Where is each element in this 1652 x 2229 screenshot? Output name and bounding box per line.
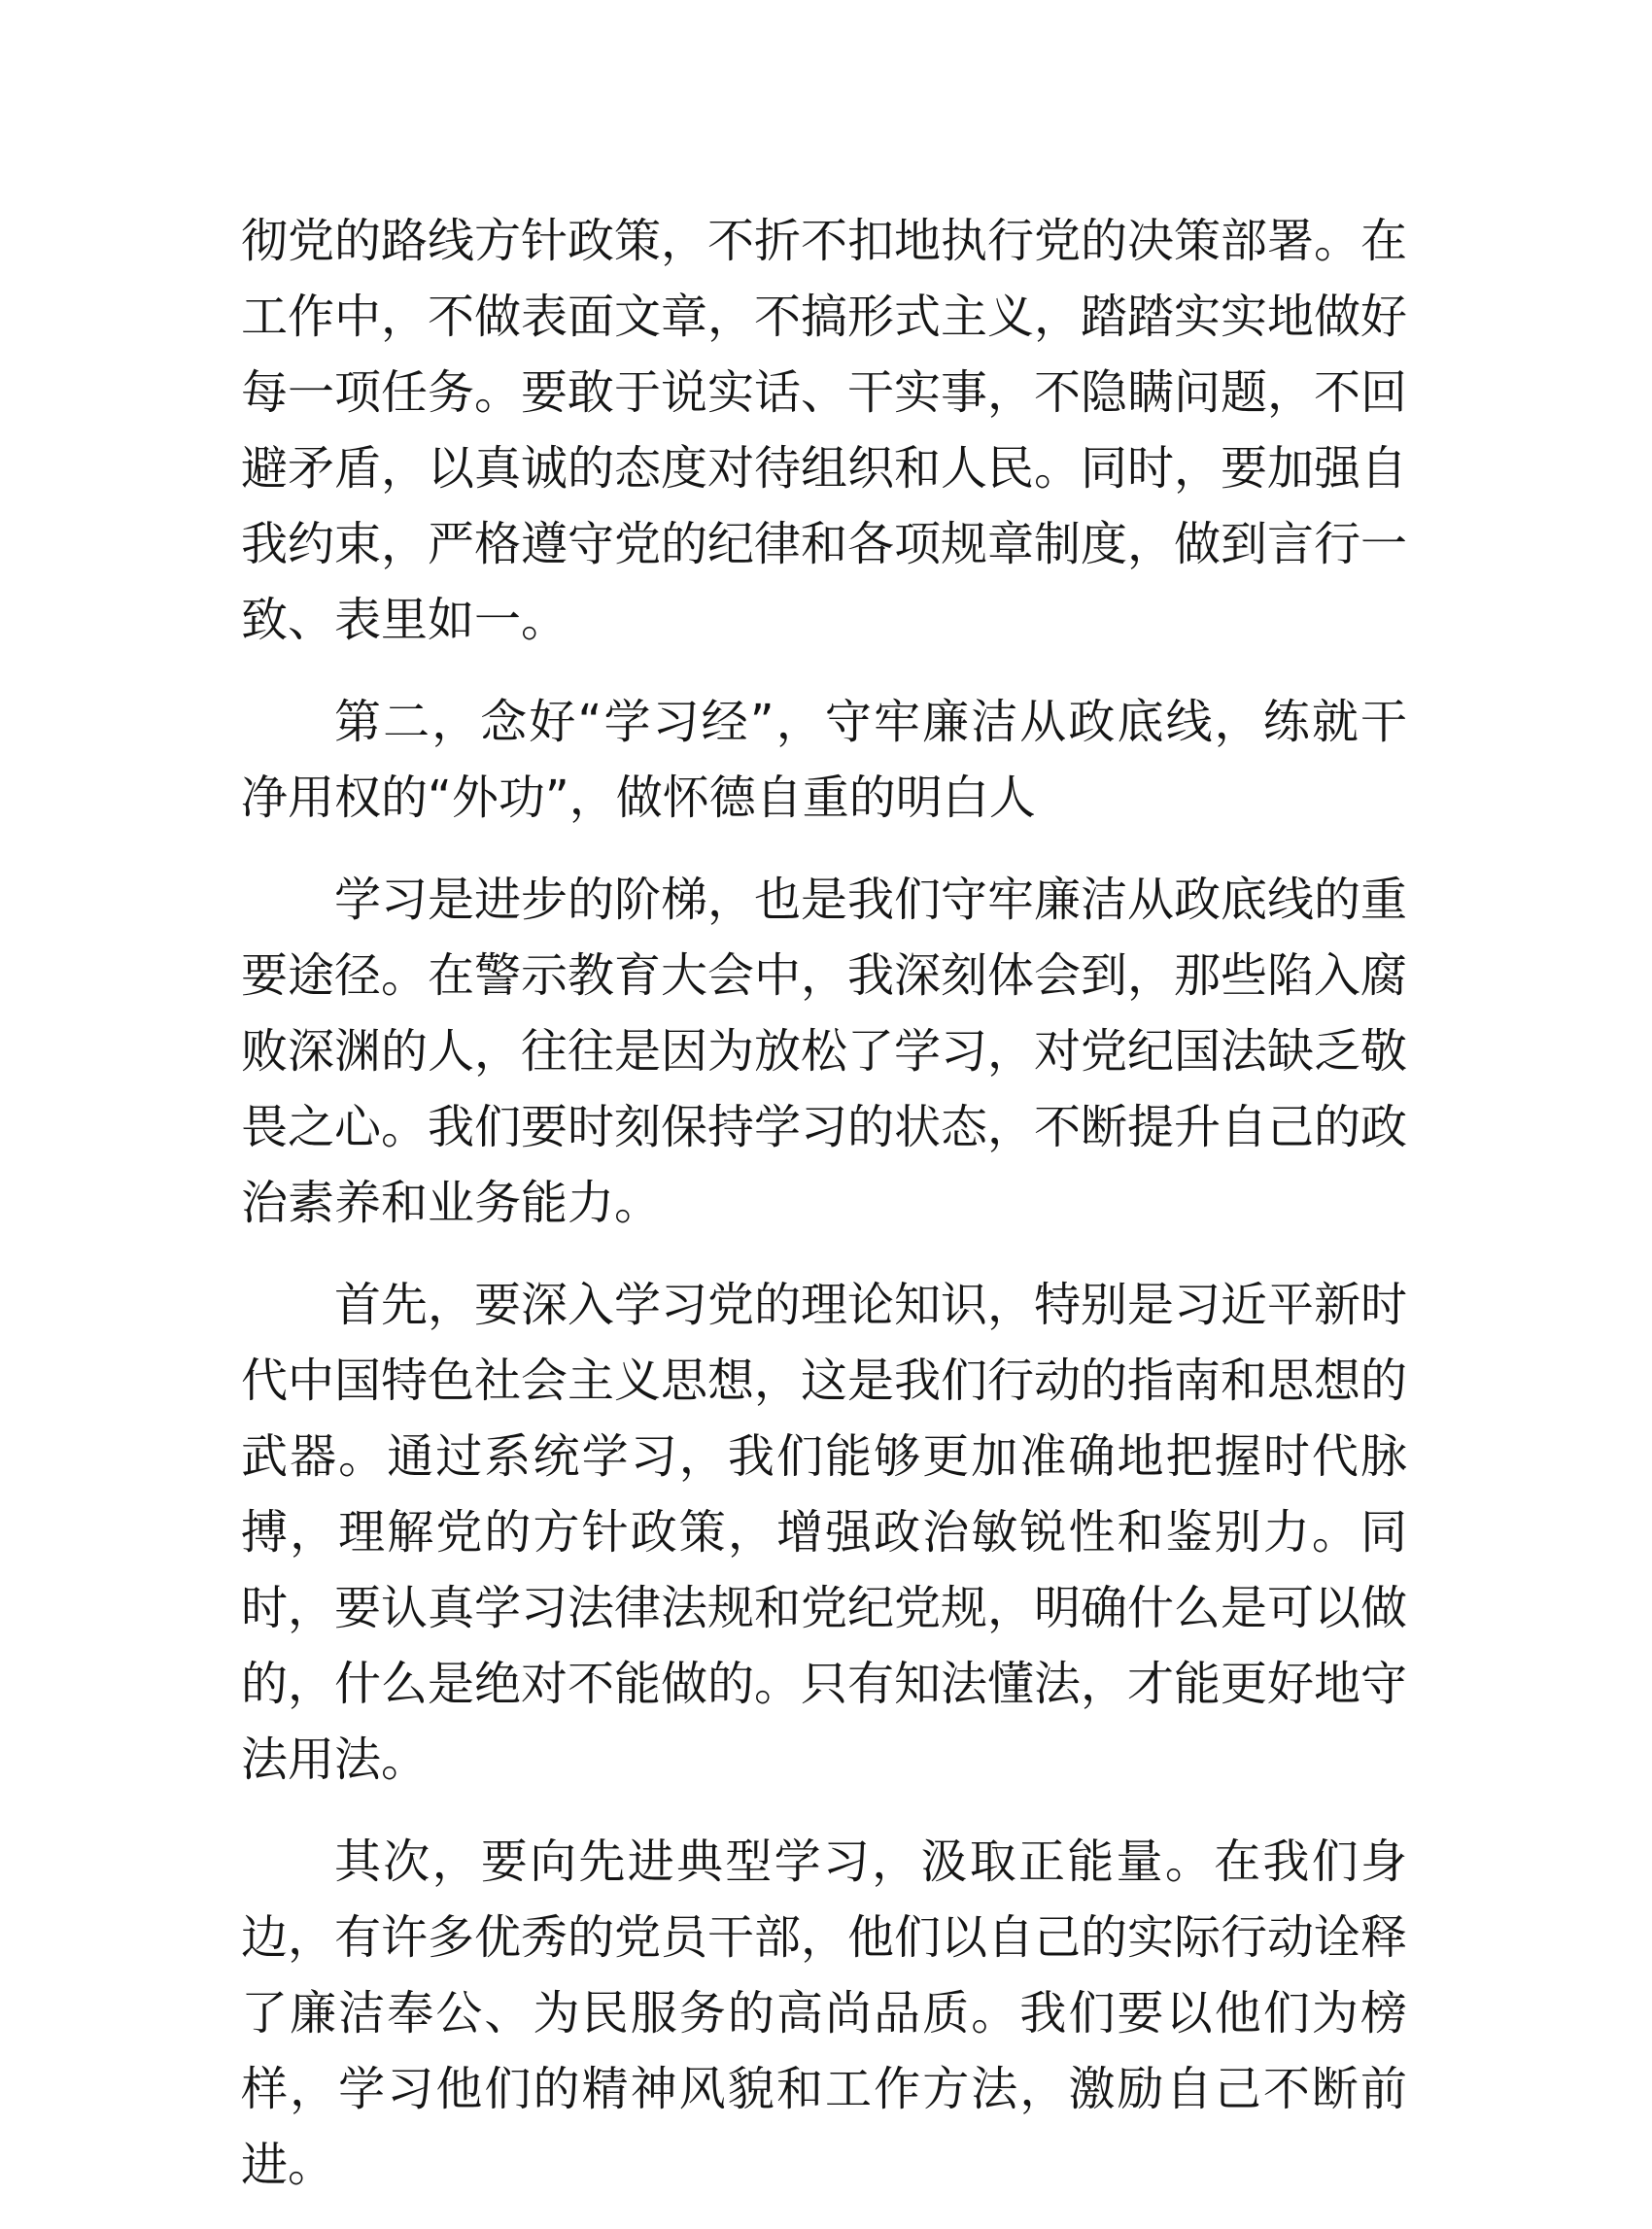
- paragraph-first: 首先，要深入学习党的理论知识，特别是习近平新时代中国特色社会主义思想，这是我们行动的指南和思想的武器。通过系统学习，我们能够更加准确地把握时代脉搏，理解党的方针政策，增强政治敏锐性和鉴别力。同时，要认真学习法律法规和党纪党规，明确什么是可以做的，什么是绝对不能做的。只有知法懂法，才能更好地守法用法。: [241, 1278, 1408, 1787]
- section-heading-second: 第二，念好“学习经”，守牢廉洁从政底线，练就干净用权的“外功”，做怀德自重的明白人: [241, 695, 1407, 825]
- paragraph-continuation: 彻党的路线方针政策，不折不扣地执行党的决策部署。在工作中，不做表面文章，不搞形式主义，踏踏实实地做好每一项任务。要敢于说实话、干实事，不隐瞒问题，不回避矛盾，以真诚的态度对待组织和人民。同时，要加强自我约束，严格遵守党的纪律和各项规章制度，做到言行一致、表里如一。: [241, 214, 1408, 647]
- document-body: [241, 203, 1407, 2229]
- paragraph-second: 其次，要向先进典型学习，汲取正能量。在我们身边，有许多优秀的党员干部，他们以自己的实际行动诠释了廉洁奉公、为民服务的高尚品质。我们要以他们为榜样，学习他们的精神风貌和工作方法，激励自己不断前进。: [241, 1835, 1408, 2192]
- paragraph-learning: 学习是进步的阶梯，也是我们守牢廉洁从政底线的重要途径。在警示教育大会中，我深刻体会到，那些陷入腐败深渊的人，往往是因为放松了学习，对党纪国法缺乏敬畏之心。我们要时刻保持学习的状态，不断提升自己的政治素养和业务能力。: [241, 873, 1408, 1230]
